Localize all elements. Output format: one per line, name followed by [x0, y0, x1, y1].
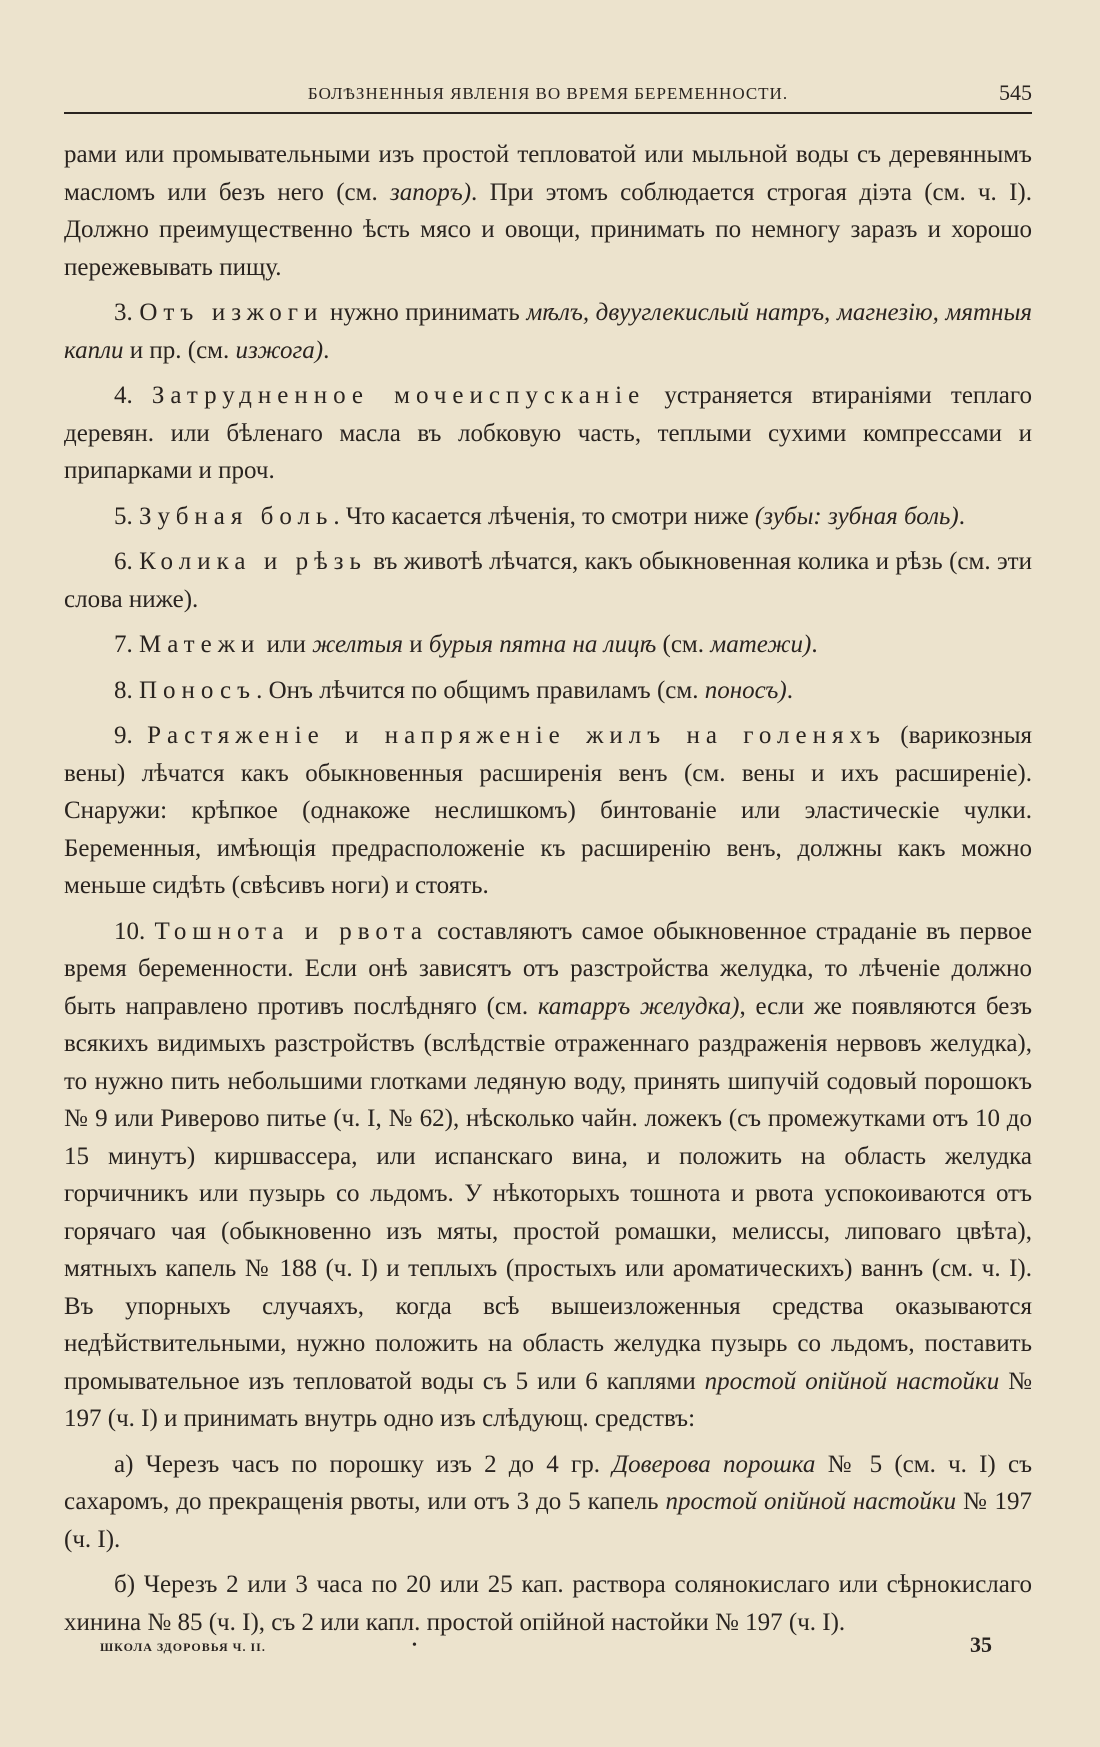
emphasis: бурыя пятна на лицѣ	[428, 631, 657, 658]
cross-reference: изжога)	[235, 336, 324, 364]
term-heading: Тошнота и рвота	[154, 917, 428, 945]
item-number: 4.	[114, 382, 152, 409]
paragraph-4	[64, 377, 1032, 490]
term-heading: Поносъ	[139, 676, 257, 704]
item-number: 9.	[114, 722, 148, 749]
text-run: № 197 (ч. I) и принимать внутрь одно изъ слѣдующ. средствъ:	[64, 1367, 1032, 1432]
paragraph-7	[64, 626, 1032, 664]
text-run: , если же появляются безъ всякихъ видимыхъ разстройствъ (вслѣдствіе отраженнаго раздраженія нервовъ желудка), то нужно пить небольшими глотками ледяную воду, принять шипучій содовый порошокъ № 9 или Риверово питье (ч. I, № 62), нѣсколько чайн. ложекъ (съ промежутками отъ 10 до 15 минутъ) киршвассера, или испанскаго вина, и положить на область желудка горчичникъ или пузырь со льдомъ. У нѣкоторыхъ тошнота и рвота успокоиваются отъ горячаго чая (обыкновенно изъ мяты, простой ромашки, мелиссы, липоваго цвѣта), мятныхъ капель № 188 (ч. I) и теплыхъ (простыхъ или ароматическихъ) ваннъ (см. ч. I). Въ упорныхъ случаяхъ, когда всѣ вышеизложенныя средства оказываются недѣйствительными, нужно положить на область желудка пузырь со льдомъ, поставить промывательное изъ тепловатой воды съ 5 или 6 каплями	[64, 992, 1032, 1395]
text-run: .	[811, 631, 818, 658]
cross-reference: запоръ)	[389, 178, 472, 206]
sheet-number: 35	[970, 1632, 992, 1657]
text-run: (варикозныя вены) лѣчатся какъ обыкновенныя расширенія венъ (см. вены и ихъ расширеніе). Снаружи: крѣпкое (однакоже неслишкомъ) бинтованіе или эластическіе чулки. Беременныя, имѣющія предрасположеніе къ расширенію венъ, должны какъ можно меньше сидѣть (свѣсивъ ноги) и стоять.	[64, 722, 1032, 899]
term-heading: Зубная боль	[139, 502, 334, 530]
item-number: 6.	[114, 548, 140, 575]
item-number: 10.	[114, 917, 155, 945]
text-run: составляютъ самое обыкновенное страданіе въ первое время беременности. Если онѣ зависятъ отъ разстройства желудка, то лѣченіе должно быть направлено противъ послѣдняго (см.	[64, 917, 1032, 1020]
text-run: .	[958, 502, 966, 530]
paragraph-continued	[64, 136, 1032, 286]
text-run: . При этомъ соблюдается строгая діэта (см. ч. I). Должно преимущественно ѣсть мясо и овощи, принимать по немногу заразъ и хорошо пережевывать пищу.	[64, 178, 1032, 281]
text-run: или	[260, 631, 313, 658]
paragraph-9	[64, 717, 1032, 905]
cross-reference: (зубы: зубная боль)	[754, 502, 959, 530]
item-number: 3.	[114, 299, 140, 326]
text-run: № 197 (ч. I).	[64, 1488, 1033, 1553]
text-run: нужно принимать	[323, 299, 527, 326]
term-heading: Растяженіе и напряженіе жилъ на голеняхъ	[147, 722, 886, 749]
body-text	[64, 136, 1032, 1649]
text-run: въ животѣ лѣчатся, какъ обыкновенная колика и рѣзь (см. эти слова ниже).	[64, 548, 1032, 613]
text-run: и пр. (см.	[123, 336, 236, 364]
emphasis: желтыя	[312, 631, 403, 658]
paragraph-5	[64, 498, 1032, 536]
remedy-name: простой опійной настойки	[665, 1488, 957, 1515]
page-header	[64, 80, 1032, 114]
printer-signature: ШКОЛА ЗДОРОВЬЯ Ч. II.	[100, 1640, 266, 1654]
text-run: № 5 (см. ч. I) съ сахаромъ, до прекращенія рвоты, или отъ 3 до 5 капель	[64, 1450, 1033, 1515]
text-run: . Онъ лѣчится по общимъ правиламъ (см.	[256, 676, 705, 704]
paragraph-a	[64, 1446, 1032, 1559]
text-run: устраняется втираніями теплаго деревян. или бѣленаго масла въ лобковую часть, теплыми сухими компрессами и припарками и проч.	[64, 382, 1033, 484]
item-number: 7.	[114, 631, 139, 658]
cross-reference: матежи)	[710, 631, 812, 658]
text-run: и	[403, 631, 429, 658]
page-footer	[64, 1632, 1032, 1662]
term-heading: Отъ изжоги	[139, 299, 324, 326]
paragraph-8	[64, 672, 1032, 710]
cross-reference: поносъ)	[704, 676, 787, 704]
item-number: 8.	[114, 676, 139, 704]
cross-reference: катарръ желудка)	[537, 992, 740, 1020]
remedy-list: мѣлъ, двууглекислый натръ, магнезію, мятныя капли	[64, 299, 1032, 364]
remedy-name: простой опійной настойки	[704, 1367, 1000, 1395]
text-run: а) Черезъ часъ по порошку изъ 2 до 4 гр.	[114, 1450, 613, 1478]
text-run: .	[786, 676, 793, 704]
paragraph-6	[64, 543, 1032, 618]
text-run: (см.	[656, 631, 711, 658]
paragraph-b	[64, 1566, 1032, 1641]
term-heading: Матежи	[139, 631, 261, 658]
text-run: рами или промывательными изъ простой тепловатой или мыльной воды съ деревяннымъ масломъ или безъ него (см.	[64, 141, 1032, 206]
signature-mark: •	[412, 1638, 417, 1653]
page-number: 545	[999, 80, 1032, 105]
remedy-name: Доверова порошка	[612, 1450, 816, 1478]
paragraph-3	[64, 294, 1032, 369]
text-run: . Что касается лѣченія, то смотри ниже	[333, 502, 755, 530]
term-heading: Колика и рѣзь	[139, 548, 367, 575]
running-head: БОЛѢЗНЕННЫЯ ЯВЛЕНІЯ ВО ВРЕМЯ БЕРЕМЕННОСТИ.	[307, 84, 789, 103]
paragraph-10	[64, 913, 1032, 1438]
item-number: 5.	[114, 502, 139, 530]
text-run: .	[323, 336, 330, 364]
term-heading: Затрудненное мочеиспусканіе	[151, 382, 646, 409]
text-run: б) Черезъ 2 или 3 часа по 20 или 25 кап. раствора солянокислаго или сѣрнокислаго хинина № 85 (ч. I), съ 2 или капл. простой опійной настойки № 197 (ч. I).	[64, 1571, 1032, 1636]
